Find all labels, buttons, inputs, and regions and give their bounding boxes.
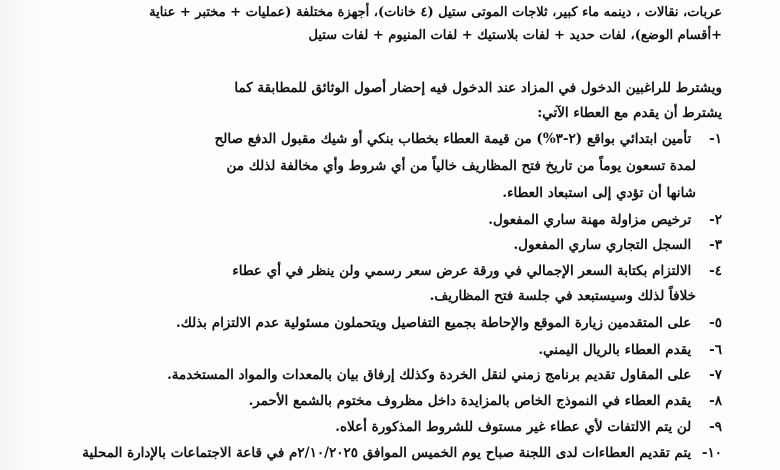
list-item bbox=[22, 128, 722, 150]
item-text-continued: لمدة تسعون يوماً من تاريخ فتح المظاريف خالياً من أي شروط وأي مخالفة لذلك من bbox=[226, 158, 696, 174]
item-number: ٤- bbox=[709, 263, 722, 279]
item-text: على المتقدمين زيارة الموقع والإحاطة بجميع التفاصيل ويتحملون مسئولية عدم الالتزام بذلك. bbox=[176, 315, 692, 331]
list-item bbox=[22, 312, 722, 334]
conditions-line-2: يشترط أن يقدم مع العطاء الآتي: bbox=[537, 105, 722, 121]
list-item bbox=[22, 416, 722, 438]
item-number: ٥- bbox=[709, 315, 722, 331]
list-item bbox=[22, 260, 722, 282]
item-text: تأمين ابتدائي بواقع (٢-٣%) من قيمة العطاء بخطاب بنكي أو شيك مقبول الدفع صالح bbox=[214, 131, 692, 147]
item-number: ٨- bbox=[709, 393, 722, 409]
list-item bbox=[22, 209, 722, 231]
list-item bbox=[22, 364, 722, 386]
list-item bbox=[22, 339, 722, 361]
item-text-continued: شانها أن تؤدي إلى استبعاد العطاء. bbox=[502, 185, 696, 201]
list-item bbox=[22, 442, 722, 464]
item-text: يقدم العطاء في النموذج الخاص بالمزايدة داخل مظروف مختوم بالشمع الأحمر. bbox=[248, 393, 692, 409]
item-text: الالتزام بكتابة السعر الإجمالي في ورقة عرض سعر رسمي ولن ينظر في أي عطاء bbox=[232, 263, 692, 279]
item-number: ١٠- bbox=[701, 445, 722, 461]
item-text: ترخيص مزاولة مهنة ساري المفعول. bbox=[488, 212, 692, 228]
intro-line-1: عربات، نقالات ، دينمه ماء كبير، ثلاجات الموتى ستيل (٤ خانات)، أجهزة مختلفة (عمليات + مختبر + عناية bbox=[149, 5, 722, 20]
item-number: ٩- bbox=[709, 419, 722, 435]
item-text: لن يتم الالتفات لأي عطاء غير مستوف للشروط المذكورة أعلاه. bbox=[335, 419, 692, 435]
item-text: السجل التجاري ساري المفعول. bbox=[513, 237, 692, 253]
item-text: يتم تقديم العطاءات لدى اللجنة صباح يوم الخميس الموافق ٢/١٠/٢٠٢٥م في قاعة الاجتماعات بالإدارة المحلية bbox=[82, 445, 692, 461]
item-number: ١- bbox=[709, 131, 722, 147]
item-number: ٢- bbox=[709, 212, 722, 228]
item-text: يقدم العطاء بالريال اليمني. bbox=[538, 342, 692, 358]
item-number: ٦- bbox=[709, 342, 722, 358]
intro-line-2: +أقسام الوضع)، لفات حديد + لفات بلاستيك + لفات المنيوم + لفات ستيل bbox=[308, 28, 722, 43]
item-number: ٣- bbox=[709, 237, 722, 253]
item-text: على المقاول تقديم برنامج زمني لنقل الخردة وكذلك إرفاق بيان بالمعدات والمواد المستخدمة. bbox=[167, 367, 692, 383]
item-number: ٧- bbox=[709, 367, 722, 383]
item-text-continued: خلافاً لذلك وسيستبعد في جلسة فتح المظاريف. bbox=[429, 288, 696, 304]
conditions-line-1: ويشترط للراغبين الدخول في المزاد عند الدخول فيه إحضار أصول الوثائق للمطابقة كما bbox=[234, 80, 722, 96]
list-item bbox=[22, 234, 722, 256]
list-item bbox=[22, 390, 722, 412]
